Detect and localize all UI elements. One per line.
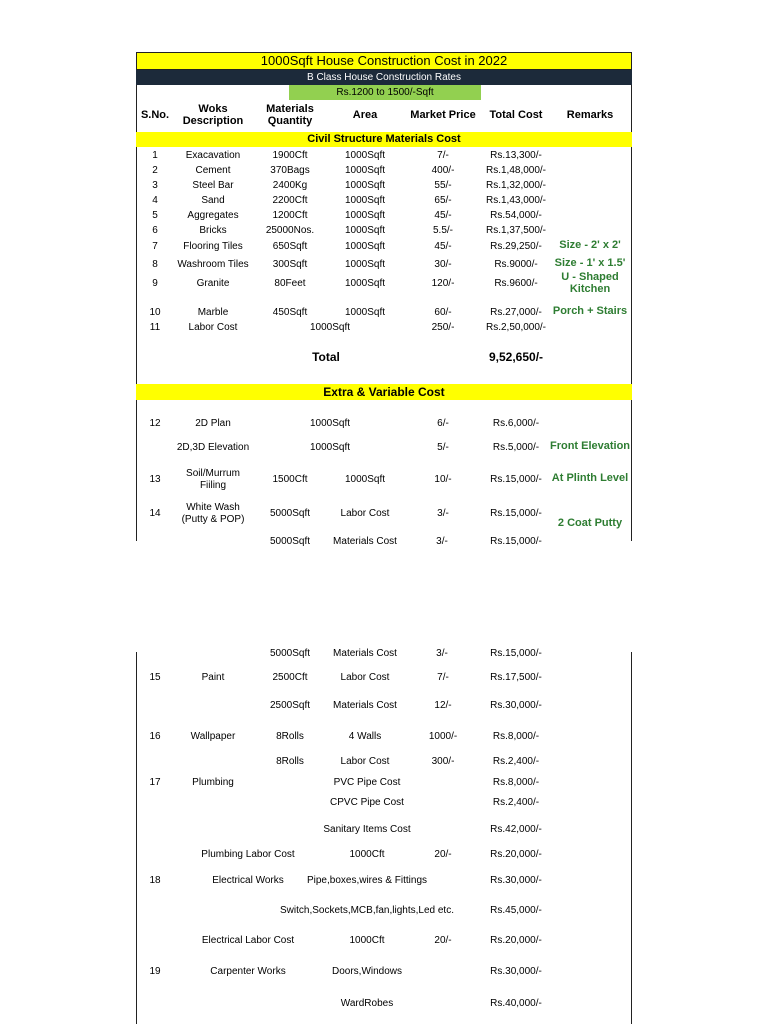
clipped-area: Materials Cost <box>333 536 397 547</box>
extra-sno: 14 <box>149 508 161 519</box>
row-quantity: 25000Nos. <box>265 225 315 236</box>
row-area: 1000Sqft <box>344 241 386 252</box>
page2-area: Materials Cost <box>333 700 397 711</box>
page2-sno: 16 <box>149 731 161 742</box>
page2-area: Labor Cost <box>340 756 390 767</box>
clipped-quantity-2: 5000Sqft <box>269 648 311 659</box>
page2-total-cost: Rs.30,000/- <box>490 966 542 977</box>
row-area: 1000Sqft <box>344 278 386 289</box>
page2-description: Paint <box>201 672 225 683</box>
extra-description-line2: Fiiling <box>199 480 227 491</box>
row-market-price: 250/- <box>431 322 455 333</box>
extra-description: 2D Plan <box>195 418 231 429</box>
row-sno: 3 <box>152 180 158 191</box>
extra-total-cost: Rs.15,000/- <box>490 508 542 519</box>
row-description: Flooring Tiles <box>183 241 243 252</box>
sheet-title: 1000Sqft House Construction Cost in 2022 <box>136 52 632 70</box>
total-value: 9,52,650/- <box>488 350 544 364</box>
page2-area: Doors,Windows <box>331 966 403 977</box>
extra-description: Soil/Murrum <box>186 468 240 479</box>
row-remark: Size - 1' x 1.5' <box>554 257 626 269</box>
row-sno: 8 <box>152 259 158 270</box>
page2-total-cost: Rs.8,000/- <box>492 777 540 788</box>
extra-area: 1000Sqft <box>309 418 351 429</box>
row-sno: 4 <box>152 195 158 206</box>
row-sno: 9 <box>152 278 158 289</box>
total-label: Total <box>312 350 340 364</box>
extra-area: Labor Cost <box>340 508 390 519</box>
row-total-cost: Rs.1,43,000/- <box>485 195 547 206</box>
page2-quantity: 2500Cft <box>272 672 308 683</box>
extra-remark: 2 Coat Putty <box>557 517 623 529</box>
extra-total-cost: Rs.6,000/- <box>492 418 540 429</box>
row-total-cost: Rs.2,50,000/- <box>485 322 547 333</box>
row-quantity: 450Sqft <box>272 307 308 318</box>
row-description: Washroom Tiles <box>177 259 249 270</box>
clipped-price-2: 3/- <box>436 648 448 659</box>
header-market-price: Market Price <box>410 109 476 121</box>
row-sno: 1 <box>152 150 158 161</box>
row-remark: U - Shaped <box>561 271 619 283</box>
page2-sno: 19 <box>149 966 161 977</box>
row-sno: 5 <box>152 210 158 221</box>
page2-area: 1000Cft <box>349 849 385 860</box>
row-description: Cement <box>195 165 231 176</box>
header-sno: S.No. <box>140 109 170 121</box>
row-area: 1000Sqft <box>344 165 386 176</box>
page2-market-price: 20/- <box>434 849 452 860</box>
header-desc-line2: Description <box>182 115 244 127</box>
row-market-price: 7/- <box>437 150 449 161</box>
page2-total-cost: Rs.30,000/- <box>490 875 542 886</box>
row-quantity: 2200Cft <box>272 195 308 206</box>
row-market-price: 30/- <box>434 259 452 270</box>
extra-remark: At Plinth Level <box>551 472 629 484</box>
row-total-cost: Rs.9000/- <box>494 259 538 270</box>
row-area: 1000Sqft <box>344 259 386 270</box>
clipped-row-page-2 <box>136 648 632 659</box>
page2-total-cost: Rs.40,000/- <box>490 998 542 1009</box>
page2-description: Carpenter Works <box>210 966 286 977</box>
row-description: Sand <box>201 195 225 206</box>
row-area: 1000Sqft <box>344 307 386 318</box>
row-sno: 11 <box>149 322 161 333</box>
page2-description: Plumbing Labor Cost <box>201 849 295 860</box>
row-description: Aggregates <box>187 210 239 221</box>
page2-total-cost: Rs.45,000/- <box>490 905 542 916</box>
page2-quantity: 8Rolls <box>276 756 304 767</box>
extra-area: 1000Sqft <box>309 442 351 453</box>
extra-market-price: 5/- <box>437 442 449 453</box>
row-quantity: 650Sqft <box>272 241 308 252</box>
row-sno: 2 <box>152 165 158 176</box>
row-market-price: 55/- <box>434 180 452 191</box>
clipped-row-page-1 <box>136 532 632 547</box>
row-sno: 10 <box>149 307 161 318</box>
row-market-price: 45/- <box>434 210 452 221</box>
page2-area: Pipe,boxes,wires & Fittings <box>306 875 428 886</box>
row-total-cost: Rs.29,250/- <box>490 241 542 252</box>
header-materials-line2: Quantity <box>267 115 313 127</box>
header-materials-line1: Materials <box>266 103 314 115</box>
page2-area: 1000Cft <box>349 935 385 946</box>
page2-area: WardRobes <box>340 998 394 1009</box>
extra-remark: Front Elevation <box>549 440 631 452</box>
clipped-area-2: Materials Cost <box>333 648 397 659</box>
page2-total-cost: Rs.30,000/- <box>490 700 542 711</box>
page2-area: CPVC Pipe Cost <box>330 797 404 808</box>
page2-total-cost: Rs.20,000/- <box>490 935 542 946</box>
row-description: Labor Cost <box>188 322 238 333</box>
section-civil-structure: Civil Structure Materials Cost <box>136 132 632 147</box>
header-remarks: Remarks <box>566 109 614 121</box>
extra-sno: 13 <box>149 474 161 485</box>
page2-area: PVC Pipe Cost <box>333 777 401 788</box>
row-total-cost: Rs.54,000/- <box>490 210 542 221</box>
header-area: Area <box>352 109 378 121</box>
row-total-cost: Rs.1,48,000/- <box>485 165 547 176</box>
clipped-total-2: Rs.15,000/- <box>490 648 542 659</box>
page2-total-cost: Rs.2,400/- <box>492 756 540 767</box>
row-area: 1000Sqft <box>309 322 351 333</box>
row-area: 1000Sqft <box>344 150 386 161</box>
page2-total-cost: Rs.2,400/- <box>492 797 540 808</box>
row-total-cost: Rs.1,32,000/- <box>485 180 547 191</box>
clipped-total: Rs.15,000/- <box>490 536 542 547</box>
header-total-cost: Total Cost <box>489 109 543 121</box>
row-market-price: 400/- <box>431 165 455 176</box>
extra-quantity: 1500Cft <box>272 474 308 485</box>
row-quantity: 1900Cft <box>272 150 308 161</box>
page2-area: Labor Cost <box>340 672 390 683</box>
extra-market-price: 10/- <box>434 474 452 485</box>
extra-market-price: 3/- <box>437 508 449 519</box>
row-area: 1000Sqft <box>344 180 386 191</box>
extra-total-cost: Rs.5,000/- <box>492 442 540 453</box>
page2-total-cost: Rs.17,500/- <box>490 672 542 683</box>
row-description: Granite <box>196 278 230 289</box>
page2-area: 4 Walls <box>348 731 382 742</box>
row-description: Exacavation <box>185 150 241 161</box>
page2-total-cost: Rs.8,000/- <box>492 731 540 742</box>
clipped-price: 3/- <box>436 536 448 547</box>
page2-area: Switch,Sockets,MCB,fan,lights,Led etc. <box>280 905 454 916</box>
row-market-price: 60/- <box>434 307 452 318</box>
rate-banner: Rs.1200 to 1500/-Sqft <box>289 85 481 100</box>
row-quantity: 80Feet <box>274 278 306 289</box>
header-desc-line1: Woks <box>198 103 228 115</box>
page2-sno: 18 <box>149 875 161 886</box>
page2-market-price: 7/- <box>437 672 449 683</box>
extra-description: 2D,3D Elevation <box>176 442 250 453</box>
sheet-subtitle: B Class House Construction Rates <box>136 70 632 85</box>
row-remark: Size - 2' x 2' <box>559 239 621 251</box>
page2-description: Electrical Labor Cost <box>201 935 295 946</box>
page2-quantity: 2500Sqft <box>269 700 311 711</box>
row-quantity: 300Sqft <box>272 259 308 270</box>
page2-total-cost: Rs.20,000/- <box>490 849 542 860</box>
extra-area: 1000Sqft <box>344 474 386 485</box>
row-total-cost: Rs.27,000/- <box>490 307 542 318</box>
page2-market-price: 20/- <box>434 935 452 946</box>
page2-sno: 17 <box>149 777 161 788</box>
section-extra-variable: Extra & Variable Cost <box>136 384 632 400</box>
row-area: 1000Sqft <box>344 195 386 206</box>
extra-market-price: 6/- <box>437 418 449 429</box>
row-sno: 7 <box>152 241 158 252</box>
row-market-price: 45/- <box>434 241 452 252</box>
page2-total-cost: Rs.42,000/- <box>490 824 542 835</box>
page2-market-price: 1000/- <box>428 731 458 742</box>
page2-quantity: 8Rolls <box>276 731 304 742</box>
row-description: Steel Bar <box>192 180 234 191</box>
row-area: 1000Sqft <box>344 225 386 236</box>
clipped-quantity: 5000Sqft <box>269 536 311 547</box>
row-remark-line2: Kitchen <box>569 283 611 295</box>
page2-sno: 15 <box>149 672 161 683</box>
row-sno: 6 <box>152 225 158 236</box>
row-remark: Porch + Stairs <box>552 305 628 317</box>
row-total-cost: Rs.9600/- <box>494 278 538 289</box>
row-area: 1000Sqft <box>344 210 386 221</box>
row-quantity: 1200Cft <box>272 210 308 221</box>
row-description: Bricks <box>199 225 227 236</box>
extra-total-cost: Rs.15,000/- <box>490 474 542 485</box>
page2-market-price: 12/- <box>434 700 452 711</box>
page2-description: Wallpaper <box>190 731 236 742</box>
row-description: Marble <box>197 307 229 318</box>
extra-description: White Wash <box>186 502 240 513</box>
extra-sno: 12 <box>149 418 161 429</box>
row-market-price: 5.5/- <box>432 225 454 236</box>
row-quantity: 370Bags <box>270 165 310 176</box>
extra-description-line2: (Putty & POP) <box>181 514 245 525</box>
row-market-price: 120/- <box>431 278 455 289</box>
row-total-cost: Rs.13,300/- <box>490 150 542 161</box>
page2-area: Sanitary Items Cost <box>323 824 411 835</box>
extra-quantity: 5000Sqft <box>269 508 311 519</box>
page2-market-price: 300/- <box>431 756 455 767</box>
row-market-price: 65/- <box>434 195 452 206</box>
page2-description: Electrical Works <box>212 875 284 886</box>
row-quantity: 2400Kg <box>272 180 308 191</box>
page2-description: Plumbing <box>192 777 234 788</box>
row-total-cost: Rs.1,37,500/- <box>485 225 547 236</box>
